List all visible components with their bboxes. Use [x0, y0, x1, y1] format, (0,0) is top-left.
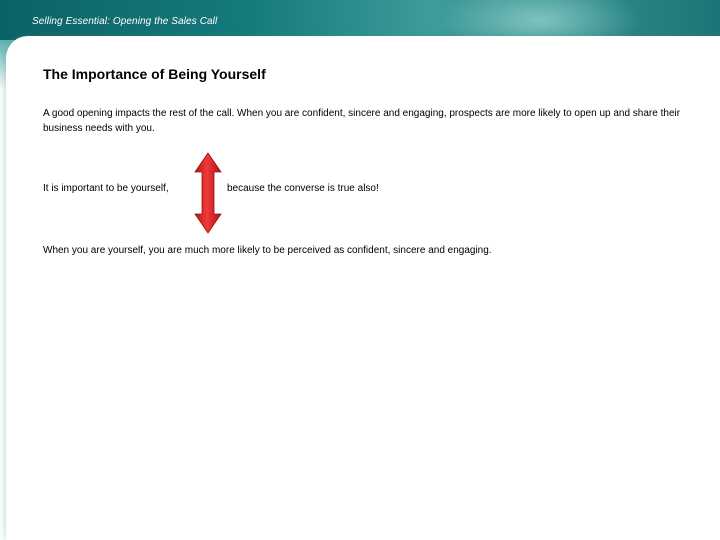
page-title: The Importance of Being Yourself [43, 66, 266, 82]
right-phrase: because the converse is true also! [227, 183, 379, 194]
double-arrow-vertical-icon [194, 152, 222, 234]
closing-paragraph: When you are yourself, you are much more likely to be perceived as confident, sincere and engaging. [43, 245, 492, 256]
deck-title: Selling Essential: Opening the Sales Call [32, 16, 218, 27]
left-phrase: It is important to be yourself, [43, 183, 169, 194]
intro-paragraph: A good opening impacts the rest of the call. When you are confident, sincere and engaging, prospects are more likely to open up and share their business needs with you. [43, 108, 681, 134]
